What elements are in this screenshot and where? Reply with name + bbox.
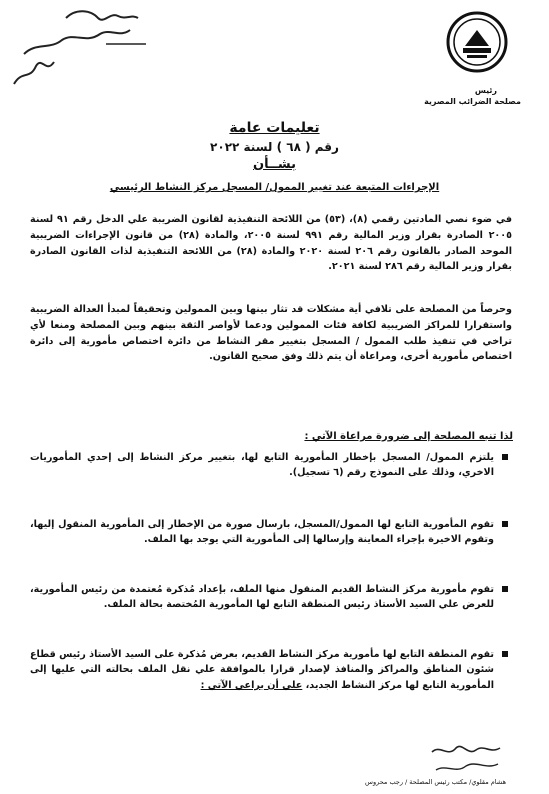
bullet-icon: [502, 651, 508, 657]
doc-regarding: بشــأن: [253, 157, 296, 172]
bullet-icon: [502, 454, 508, 460]
footer-note: هشام مقلوي/ مكتب رئيس المصلحة / رجب محروس: [365, 778, 506, 786]
list-item-text: تقوم المأمورية التابع لها الممول/المسجل، بارسال صورة من الإخطار إلى المأمورية المنقول إليها، وتقوم الاخيرة بإجراء المعاينة وإرسالها إلى المأمورية التي يوجد بها الملف.: [30, 519, 494, 546]
handwritten-date: [426, 740, 506, 780]
list-item: [30, 450, 508, 481]
list-item-text: تقوم المنطقة التابع لها مأمورية مركز النشاط القديم، بعرض مُذكرة على السيد الأستاذ رئيس قطاع شئون المناطق والمراكز والمنافذ لإصدار قرارا بالموافقة علي نقل الملف بحالته التي عليها إلى المأمورية التابع لها مركز النشاط الجديد،: [30, 649, 494, 691]
paragraph-purpose: وحرصاً من المصلحة على تلافي أية مشكلات قد تثار بينها وبين الممولين وتحقيقاً لمبدأ العدالة الضريبية واستقرارا للمراكز الضريبية لكافة فئات الممولين ودعما لأواصر الثقة بينهم وبين المصلحة ومنعا لأي تراخي في تنفيذ طلب الممول / المسجل بتغيير مقر النشاط من دائرة اختصاص مأمورية إلى دائرة اختصاص مأمورية أخرى، ومراعاة أن يتم ذلك وفق صحيح القانون.: [30, 304, 512, 363]
org-name: مصلحة الضرائب المصرية: [424, 97, 521, 106]
handwritten-annotation: [6, 4, 156, 92]
list-item-text: يلتزم الممول/ المسجل بإخطار المأمورية التابع لها، بتغيير مركز النشاط إلى إحدي المأموريات الاخري، وذلك على النموذج رقم (٦ تسجيل).: [30, 452, 494, 479]
bullet-icon: [502, 521, 508, 527]
doc-subject: الإجراءات المتبعة عند تغيير الممول/ المسجل مركز النشاط الرئيسي: [109, 182, 440, 193]
authority-logo: [445, 10, 509, 74]
doc-number: رقم ( ٦٨ ) لسنة ٢٠٢٢: [210, 140, 339, 154]
bullet-icon: [502, 586, 508, 592]
org-label-head: رئيس: [474, 86, 497, 95]
list-item-text: تقوم مأمورية مركز النشاط القديم المنقول منها الملف، بإعداد مُذكرة مُعتمدة من رئيس المأمورية، للعرض علي السيد الأستاذ رئيس المنطقة التابع لها المأمورية المُختصة بحالة الملف.: [30, 584, 494, 611]
list-item: [30, 582, 508, 613]
instructions-lead: لذا تنبه المصلحة إلى ضرورة مراعاة الآتي :: [304, 431, 513, 442]
doc-title: تعليمات عامة: [229, 120, 320, 136]
list-item-tail: علي أن يراعي الآتي :: [200, 679, 303, 691]
list-item: [30, 647, 508, 693]
paragraph-legal-basis: في ضوء نصي المادتين رقمي (٨)، (٥٣) من اللائحة التنفيذية لقانون الضريبة علي الدخل رقم ٩١ لسنة ٢٠٠٥ الصادرة بقرار وزير المالية رقم ٩٩١ لسنة ٢٠٠٥، والمادة (٢٨) من قانون الإجراءات الضريبية الموحد الصادر بالقانون رقم ٢٠٦ لسنة ٢٠٢٠ والمادة (٢٨) من اللائحة التنفيذية لذات القانون الصادرة بقرار وزير المالية رقم ٢٨٦ لسنة ٢٠٢١.: [30, 214, 513, 273]
list-item: [30, 517, 508, 548]
